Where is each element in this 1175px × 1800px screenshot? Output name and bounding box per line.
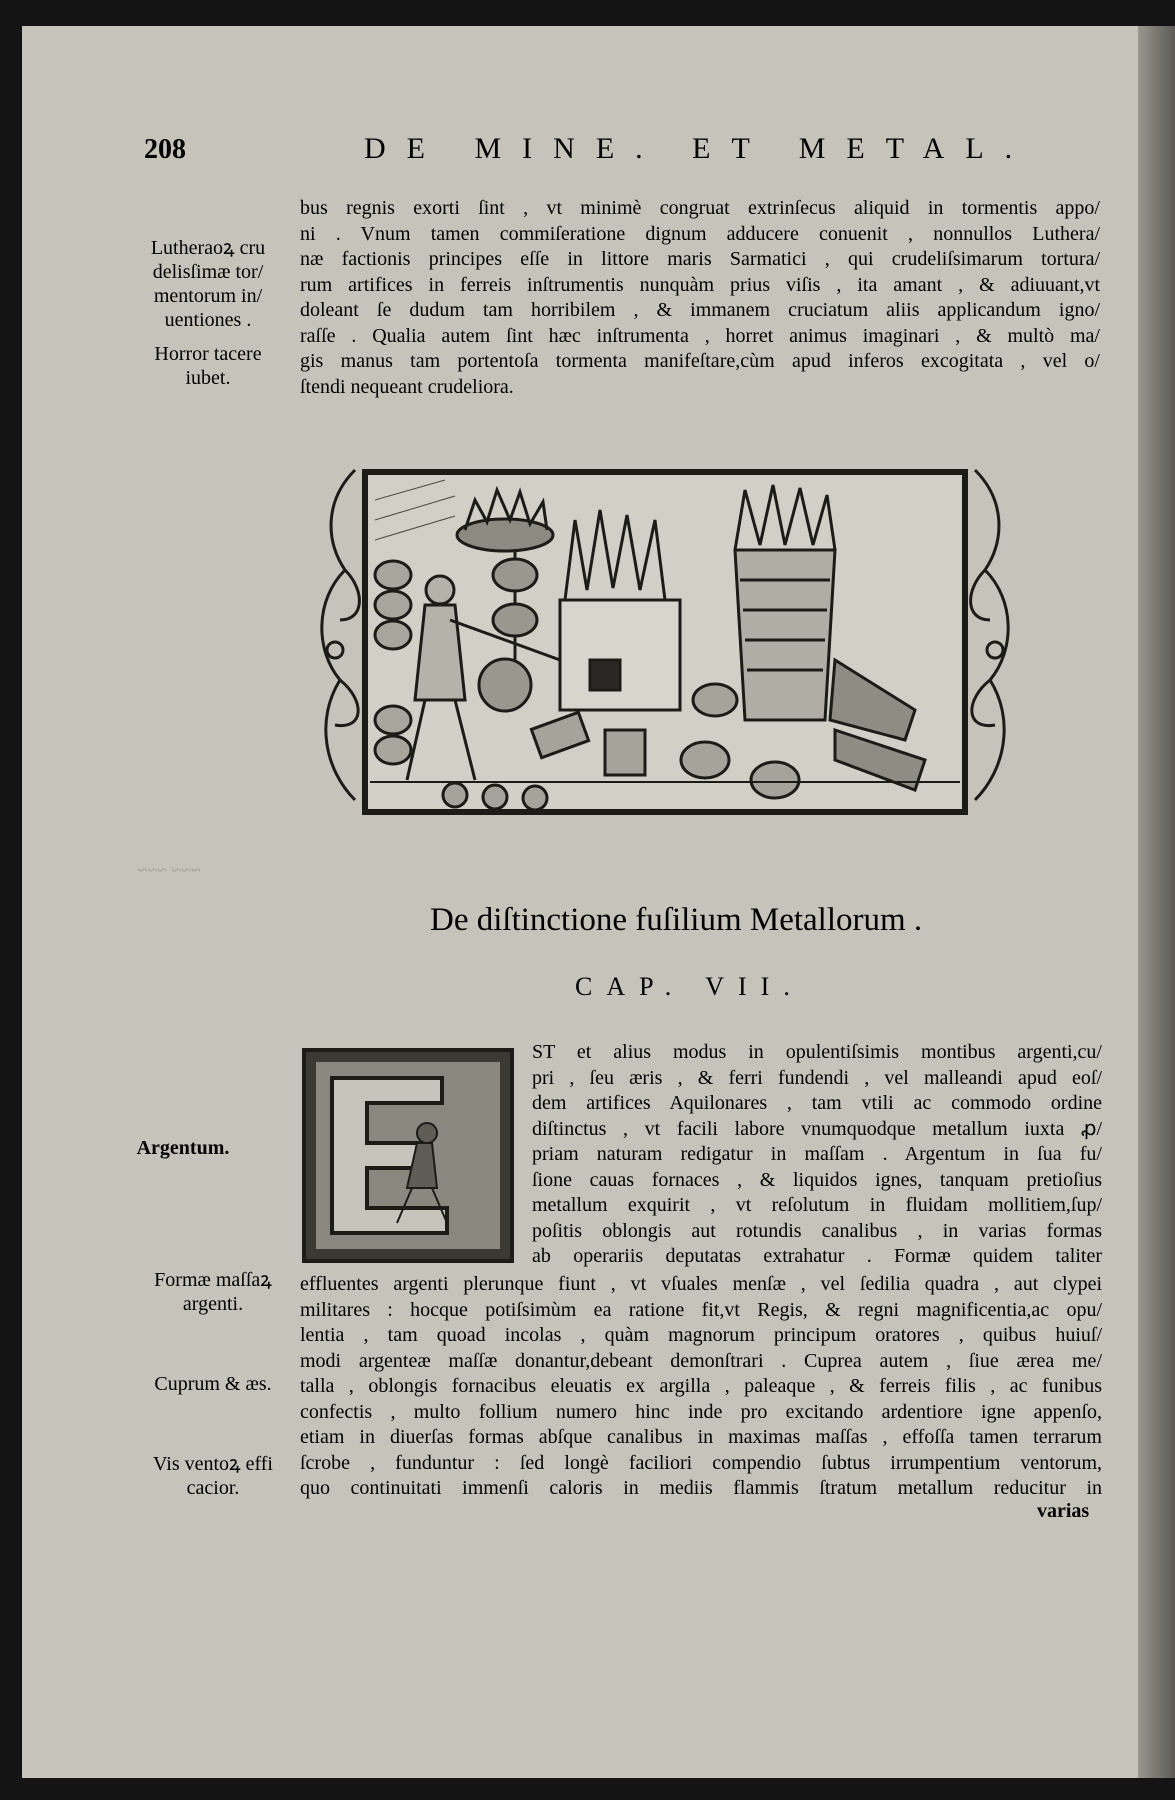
- chapter-paragraph-beside-initial: [532, 1040, 1102, 1270]
- text-line: ſione cauas fornaces , & liquidos ignes, tanquam pretioſius: [532, 1168, 1102, 1191]
- margin-note-lutheran: [118, 236, 298, 332]
- text-line: næ factionis principes eſſe in littore maris Sarmatici , qui crudeliſsimarum tortura/: [300, 248, 1100, 270]
- text-line: gis manus tam portentoſa tormenta manifeſtare,cùm apud inferos excogitata , vel o/: [300, 350, 1100, 372]
- text-line: militares : hocque potiſsimùm ea ratione fit,vt Regis, & regni magnificentia,ac opu/: [300, 1298, 1102, 1321]
- smelting-woodcut-illustration: [315, 460, 1015, 850]
- text-line: doleant ſe dudum tam horribilem , & immanem cruciatum aliis applicandum igno/: [300, 299, 1100, 321]
- page-header: [144, 128, 1034, 172]
- margin-note-line: Formæ maſſaꝝ: [154, 1269, 272, 1291]
- text-line: priam naturam redigatur in maſſam . Argentum in ſua fu/: [532, 1143, 1102, 1165]
- margin-note-line: Horror tacere: [154, 343, 262, 365]
- text-line: etiam in diuerſas formas abſque canalibus in maximas maſſas , effoſſa tamen terrarum: [300, 1426, 1102, 1448]
- text-line: ſcrobe , funduntur : ſed longè faciliori compendio ſubtus irrumpentium ventorum,: [300, 1451, 1102, 1474]
- text-line: ſtendi nequeant crudeliora.: [300, 375, 514, 398]
- margin-note-line: uentiones .: [164, 309, 252, 331]
- margin-note-horror: [118, 342, 298, 390]
- chapter-number: CAP. VII.: [575, 972, 804, 1001]
- text-line: bus regnis exorti ſint , vt minimè congruat extrinſecus aliquid in tormentis appo/: [300, 197, 1100, 219]
- margin-note-line: Vis ventoꝝ effi: [153, 1453, 273, 1475]
- text-line: quo continuitati immenſi caloris in mediis flammis ſtratum metallum reducitur in: [300, 1477, 1102, 1499]
- chapter-title: De diſtinctione fuſilium Metallorum .: [430, 902, 923, 938]
- text-line: pri , ſeu æris , & ferri fundendi , vel malleandi apud eoſ/: [532, 1066, 1102, 1089]
- text-line: effluentes argenti plerunque fiunt , vt vſuales menſæ , vel ſedilia quadra , aut clypei: [300, 1273, 1102, 1295]
- margin-note-line: cacior.: [186, 1477, 240, 1499]
- text-line: modi argenteæ maſſæ donantur,debeant demonſtrari . Cuprea autem , ſiue ærea me/: [300, 1349, 1102, 1372]
- text-line: lentia , tam quoad incolas , quàm magnorum principum oratores , quibus huiuſ/: [300, 1324, 1102, 1346]
- top-paragraph: [300, 196, 1100, 400]
- margin-note-formae: [128, 1268, 298, 1316]
- facing-page-edge: [1138, 26, 1175, 1778]
- text-line: raſſe . Qualia autem ſint hæc inſtrumenta , horret animus imaginari , & multò ma/: [300, 324, 1100, 347]
- text-line: talla , oblongis fornacibus eleuatis ex argilla , paleaque , & ferreis filis , ac funibus: [300, 1375, 1102, 1397]
- margin-note-line: Lutheraoꝝ cru: [150, 237, 266, 259]
- chapter-paragraph-full-width: [300, 1272, 1102, 1502]
- margin-note-vis-ventorum: [128, 1452, 298, 1500]
- text-line: rum artifices in ferreis inſtrumentis nunquàm prius viſis , ita amant , & adiuuant,vt: [300, 273, 1100, 296]
- margin-note-line: delisſimæ tor/: [152, 261, 264, 283]
- text-line: ab operariis deputatas extrahatur . Formæ quidem taliter: [532, 1245, 1102, 1267]
- margin-note-line: Cuprum & æs.: [154, 1373, 272, 1395]
- folio-number: 208: [144, 134, 186, 165]
- text-line: poſitis oblongis aut rotundis canalibus , in varias formas: [532, 1219, 1102, 1242]
- text-line: ni . Vnum tamen commiſeratione dignum adducere conuenit , nonnullos Luthera/: [300, 222, 1100, 245]
- text-line: dem artifices Aquilonares , tam vtili ac commodo ordine: [532, 1092, 1102, 1114]
- decorated-initial-E: [302, 1048, 514, 1263]
- margin-note-line: Argentum.: [136, 1137, 230, 1159]
- catchword: varias: [1037, 1500, 1090, 1522]
- show-through-ghost: ~~~ ~~~: [138, 860, 201, 880]
- text-line: metallum exquirit , vt reſolutum in fluidam mollitiem,ſup/: [532, 1194, 1102, 1216]
- margin-note-cuprum: [128, 1372, 298, 1396]
- text-line: diſtinctus , vt facili labore vnumquodque metallum iuxta ꝓ/: [532, 1117, 1102, 1140]
- margin-note-line: argenti.: [182, 1293, 244, 1315]
- margin-note-argentum: [128, 1136, 238, 1160]
- margin-note-line: iubet.: [185, 367, 231, 389]
- margin-note-line: mentorum in/: [153, 285, 263, 307]
- running-head: DE MINE. ET METAL.: [364, 132, 1034, 165]
- text-line: confectis , multo follium numero hinc inde pro excitando ardentiore igne appenſo,: [300, 1400, 1102, 1423]
- text-line: ST et alius modus in opulentiſsimis montibus argenti,cu/: [532, 1041, 1102, 1063]
